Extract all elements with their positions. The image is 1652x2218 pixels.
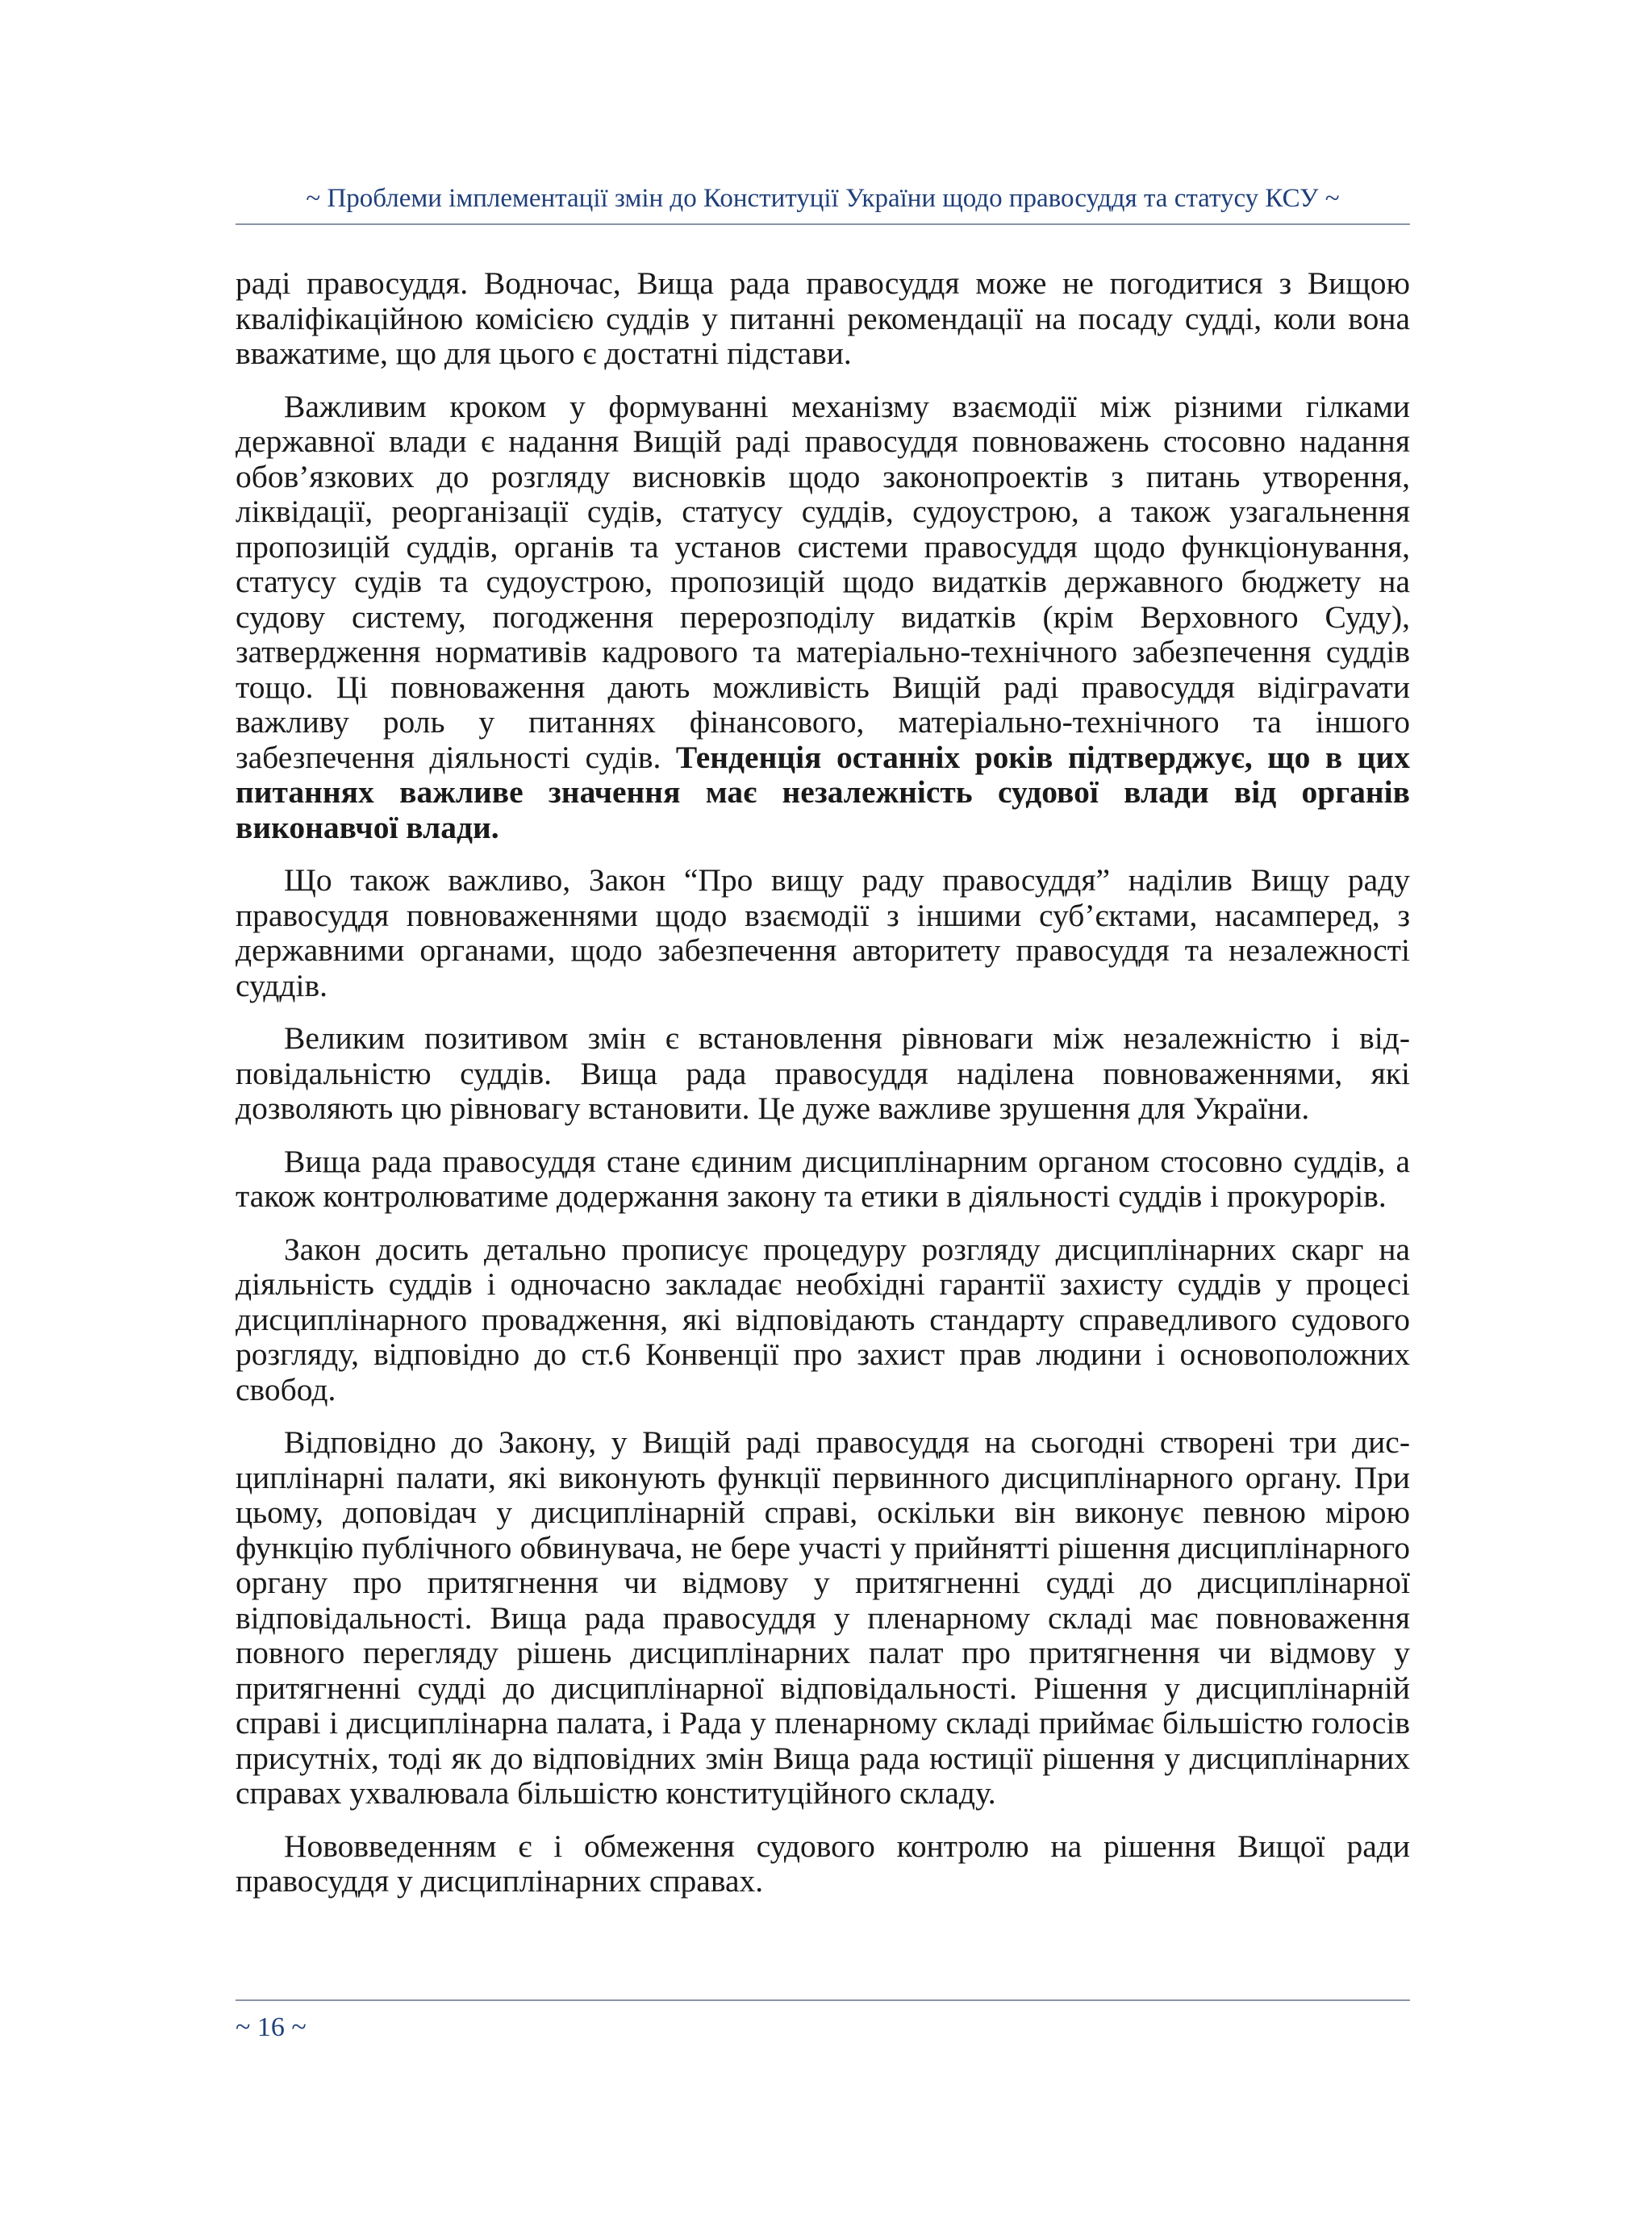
footer-divider	[236, 1999, 1410, 2001]
paragraph-1	[236, 266, 1410, 372]
header-divider	[236, 223, 1410, 225]
paragraph-6	[236, 1232, 1410, 1408]
paragraph-5-text: Вища рада правосуддя стане єдиним дисциплінарним органом стосовно суддів, а також контролюватиме додержання закону та етики в діяльності суддів і прокурорів.	[236, 1143, 1410, 1214]
paragraph-2-bold-text: Тенденція останніх років підтверджує, що в цих питаннях важливе значення має незалежність судової влади від органів виконавчої влади.	[236, 739, 1410, 845]
paragraph-4-text: Великим позитивом змін є встановлення рівноваги між незалежністю і відповідальністю суддів. Вища рада правосуддя наділена повноваженнями, які дозволяють цю рівновагу встановити. Це дуже важливе зрушення для України.	[236, 1020, 1410, 1126]
paragraph-2-text: Важливим кроком у формуванні механізму взаємодії між різними гілками державної влади є надання Вищій раді правосуддя повноважень стосовно надання обов’язкових до розгляду висновків щодо законопроектів з питань утворення, ліквідації, реорганізації судів, статусу суддів, судоустрою, а також узагальнення пропозицій суддів, органів та установ системи правосуддя щодо функціонування, статусу судів та судоустрою, пропозицій щодо видатків державного бюджету на судову систему, погодження перерозподілу видатків (крім Верховного Суду), затвердження нормативів кадрового та матеріально-технічного забезпечення суддів тощо. Ці повноваження дають можливість Вищій раді правосуддя відіграvати важливу роль у питаннях фінансового, матеріально-технічного та іншого забезпечення діяльності судів.	[236, 388, 1410, 775]
paragraph-7	[236, 1425, 1410, 1812]
paragraph-3	[236, 863, 1410, 1003]
paragraph-2	[236, 390, 1410, 846]
paragraph-8-text: Нововведенням є і обмеження судового контролю на рішення Вищої ради правосуддя у дисциплінарних справах.	[236, 1828, 1410, 1899]
page-number: ~ 16 ~	[236, 2012, 307, 2042]
paragraph-6-text: Закон досить детально прописує процедуру розгляду дисциплінарних скарг на діяльність суддів і одночасно закладає необхідні гарантії захисту суддів у процесі дисциплінарного провадження, які відповідають стандарту справедливого судового розгляду, відповідно до ст.6 Конвенції про захист прав людини і основоположних свобод.	[236, 1231, 1410, 1407]
paragraph-8	[236, 1829, 1410, 1899]
paragraph-4	[236, 1021, 1410, 1127]
paragraph-7-text: Відповідно до Закону, у Вищій раді правосуддя на сьогодні створені три дисциплінарні палати, які виконують функції первинного дисциплінарного органу. При цьому, доповідач у дисциплінарній справі, оскільки він виконує певною мірою функцію публічного обвинувача, не бере участі у прийнятті рішення дисциплінарного органу про притягнення чи відмову у притягненні судді до дисциплінарної відповідальності. Вища рада правосуддя у пленарному складі має повноваження повного перегляду рішень дисциплінарних палат про притягнення чи відмову у притягненні судді до дисциплінарної відповідальності. Рішення у дисциплінарній справі і дисциплінарна палата, і Рада у пленарному складі приймає більшістю голосів присутніх, тоді як до відповідних змін Вища рада юстиції рішення у дисциплінарних справах ухвалювала більшістю конституційного складу.	[236, 1424, 1410, 1811]
body-text	[236, 266, 1410, 1917]
running-header-title: ~ Проблеми імплементації змін до Конституції України щодо правосуддя та статусу КСУ ~	[306, 184, 1340, 213]
paragraph-5	[236, 1144, 1410, 1215]
paragraph-1-text: раді правосуддя. Водночас, Вища рада правосуддя може не погодитися з Вищою кваліфікаційною комісією суддів у питанні рекомендації на посаду судді, коли вона вважатиме, що для цього є достатні підстави.	[236, 265, 1410, 371]
paragraph-3-text: Що також важливо, Закон “Про вищу раду правосуддя” наділив Вищу раду правосуддя повноваженнями щодо взаємодії з іншими суб’єктами, насамперед, з державними органами, щодо забезпечення авторитету правосуддя та незалежності суддів.	[236, 862, 1410, 1003]
